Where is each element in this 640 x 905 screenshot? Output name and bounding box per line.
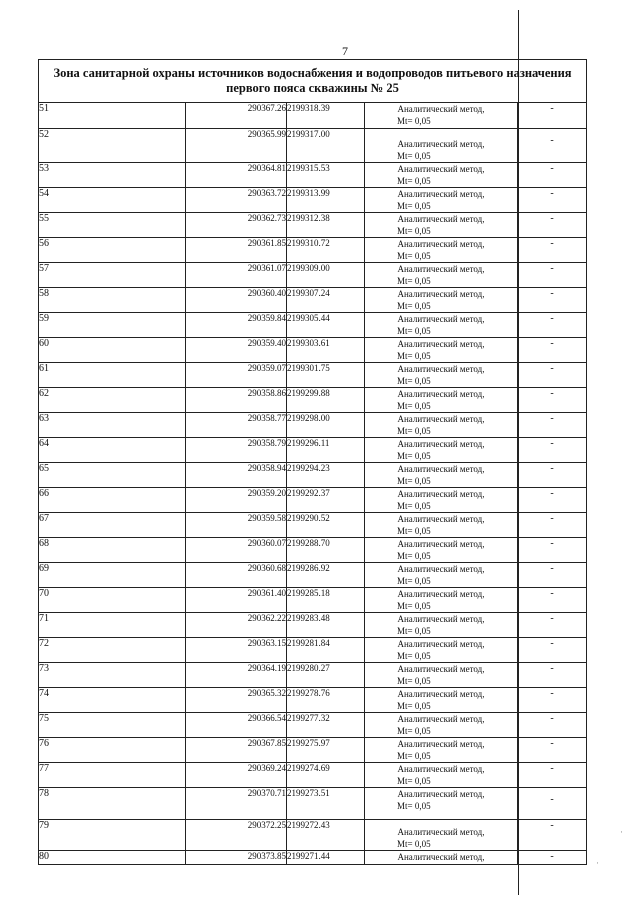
x-coordinate-cell: 290358.86 xyxy=(186,388,287,413)
table-row xyxy=(39,129,587,163)
accuracy-cell: - xyxy=(518,438,587,463)
x-coordinate-cell: 290373.85 xyxy=(186,851,287,865)
error-value: Mt= 0,05 xyxy=(397,176,431,186)
method-label: Аналитический метод, xyxy=(397,314,485,324)
method-cell xyxy=(365,188,518,213)
error-value: Mt= 0,05 xyxy=(397,751,431,761)
y-coordinate-cell: 2199294.23 xyxy=(287,463,365,488)
method-cell xyxy=(365,513,518,538)
method-label: Аналитический метод, xyxy=(397,539,485,549)
y-coordinate-cell: 2199271.44 xyxy=(287,851,365,865)
method-cell xyxy=(365,163,518,188)
table-body xyxy=(39,103,587,865)
method-cell xyxy=(365,388,518,413)
page-number: 7 xyxy=(342,44,348,58)
x-coordinate-cell: 290362.73 xyxy=(186,213,287,238)
y-coordinate-cell: 2199285.18 xyxy=(287,588,365,613)
method-cell xyxy=(365,851,518,865)
point-number-cell: 66 xyxy=(39,488,186,513)
accuracy-cell: - xyxy=(518,238,587,263)
table-row xyxy=(39,188,587,213)
table-row xyxy=(39,638,587,663)
point-number-cell: 68 xyxy=(39,538,186,563)
accuracy-cell: - xyxy=(518,588,587,613)
y-coordinate-cell: 2199310.72 xyxy=(287,238,365,263)
y-coordinate-cell: 2199286.92 xyxy=(287,563,365,588)
error-value: Mt= 0,05 xyxy=(397,576,431,586)
method-label: Аналитический метод, xyxy=(397,827,485,837)
x-coordinate-cell: 290369.24 xyxy=(186,763,287,788)
method-cell xyxy=(365,413,518,438)
x-coordinate-cell: 290360.40 xyxy=(186,288,287,313)
table-row xyxy=(39,788,587,820)
y-coordinate-cell: 2199313.99 xyxy=(287,188,365,213)
accuracy-cell: - xyxy=(518,763,587,788)
accuracy-cell: - xyxy=(518,313,587,338)
accuracy-cell: - xyxy=(518,638,587,663)
y-coordinate-cell: 2199288.70 xyxy=(287,538,365,563)
accuracy-cell: - xyxy=(518,513,587,538)
x-coordinate-cell: 290364.81 xyxy=(186,163,287,188)
x-coordinate-cell: 290364.19 xyxy=(186,663,287,688)
accuracy-cell: - xyxy=(518,263,587,288)
x-coordinate-cell: 290359.84 xyxy=(186,313,287,338)
point-number-cell: 79 xyxy=(39,820,186,851)
method-label: Аналитический метод, xyxy=(397,189,485,199)
y-coordinate-cell: 2199272.43 xyxy=(287,820,365,851)
method-label: Аналитический метод, xyxy=(397,214,485,224)
error-value: Mt= 0,05 xyxy=(397,676,431,686)
accuracy-cell: - xyxy=(518,820,587,851)
x-coordinate-cell: 290362.22 xyxy=(186,613,287,638)
table-row xyxy=(39,588,587,613)
error-value: Mt= 0,05 xyxy=(397,401,431,411)
point-number-cell: 78 xyxy=(39,788,186,820)
point-number-cell: 64 xyxy=(39,438,186,463)
table-title: Зона санитарной охраны источников водоснабжения и водопроводов питьевого назначения первого пояса скважины № 25 xyxy=(39,60,587,103)
point-number-cell: 52 xyxy=(39,129,186,163)
method-label: Аналитический метод, xyxy=(397,389,485,399)
method-label: Аналитический метод, xyxy=(397,139,485,149)
point-number-cell: 58 xyxy=(39,288,186,313)
x-coordinate-cell: 290359.58 xyxy=(186,513,287,538)
method-label: Аналитический метод, xyxy=(397,439,485,449)
x-coordinate-cell: 290366.54 xyxy=(186,713,287,738)
method-cell xyxy=(365,588,518,613)
error-value: Mt= 0,05 xyxy=(397,376,431,386)
accuracy-cell: - xyxy=(518,563,587,588)
accuracy-cell: - xyxy=(518,663,587,688)
error-value: Mt= 0,05 xyxy=(397,116,431,126)
table-row xyxy=(39,763,587,788)
error-value: Mt= 0,05 xyxy=(397,151,431,161)
table-row xyxy=(39,851,587,865)
point-number-cell: 65 xyxy=(39,463,186,488)
error-value: Mt= 0,05 xyxy=(397,601,431,611)
accuracy-cell: - xyxy=(518,163,587,188)
x-coordinate-cell: 290361.85 xyxy=(186,238,287,263)
method-cell xyxy=(365,563,518,588)
method-cell xyxy=(365,438,518,463)
y-coordinate-cell: 2199309.00 xyxy=(287,263,365,288)
accuracy-cell: - xyxy=(518,338,587,363)
method-label: Аналитический метод, xyxy=(397,514,485,524)
table-row xyxy=(39,820,587,851)
x-coordinate-cell: 290370.71 xyxy=(186,788,287,820)
scan-speck: · xyxy=(620,827,623,837)
table-header-row xyxy=(39,60,587,103)
y-coordinate-cell: 2199305.44 xyxy=(287,313,365,338)
method-label: Аналитический метод, xyxy=(397,489,485,499)
accuracy-cell: - xyxy=(518,463,587,488)
error-value: Mt= 0,05 xyxy=(397,301,431,311)
x-coordinate-cell: 290361.07 xyxy=(186,263,287,288)
y-coordinate-cell: 2199283.48 xyxy=(287,613,365,638)
error-value: Mt= 0,05 xyxy=(397,501,431,511)
y-coordinate-cell: 2199292.37 xyxy=(287,488,365,513)
table-row xyxy=(39,363,587,388)
method-label: Аналитический метод, xyxy=(397,264,485,274)
table-row xyxy=(39,413,587,438)
accuracy-cell: - xyxy=(518,129,587,163)
error-value: Mt= 0,05 xyxy=(397,251,431,261)
method-cell xyxy=(365,129,518,163)
point-number-cell: 54 xyxy=(39,188,186,213)
y-coordinate-cell: 2199317.00 xyxy=(287,129,365,163)
point-number-cell: 55 xyxy=(39,213,186,238)
method-cell xyxy=(365,238,518,263)
method-label: Аналитический метод, xyxy=(397,464,485,474)
method-cell xyxy=(365,488,518,513)
method-label: Аналитический метод, xyxy=(397,289,485,299)
method-label: Аналитический метод, xyxy=(397,564,485,574)
method-cell xyxy=(365,763,518,788)
table-row xyxy=(39,263,587,288)
method-cell xyxy=(365,263,518,288)
accuracy-cell: - xyxy=(518,363,587,388)
point-number-cell: 75 xyxy=(39,713,186,738)
point-number-cell: 51 xyxy=(39,103,186,129)
method-label: Аналитический метод, xyxy=(397,589,485,599)
error-value: Mt= 0,05 xyxy=(397,476,431,486)
point-number-cell: 77 xyxy=(39,763,186,788)
method-cell xyxy=(365,363,518,388)
table-row xyxy=(39,513,587,538)
point-number-cell: 70 xyxy=(39,588,186,613)
method-label: Аналитический метод, xyxy=(397,664,485,674)
method-label: Аналитический метод, xyxy=(397,239,485,249)
table-row xyxy=(39,238,587,263)
y-coordinate-cell: 2199315.53 xyxy=(287,163,365,188)
y-coordinate-cell: 2199312.38 xyxy=(287,213,365,238)
table-row xyxy=(39,103,587,129)
method-cell xyxy=(365,713,518,738)
x-coordinate-cell: 290359.40 xyxy=(186,338,287,363)
table-row xyxy=(39,613,587,638)
table-row xyxy=(39,388,587,413)
error-value: Mt= 0,05 xyxy=(397,776,431,786)
x-coordinate-cell: 290359.20 xyxy=(186,488,287,513)
error-value: Mt= 0,05 xyxy=(397,651,431,661)
error-value: Mt= 0,05 xyxy=(397,801,431,811)
method-label: Аналитический метод, xyxy=(397,764,485,774)
method-cell xyxy=(365,313,518,338)
method-cell xyxy=(365,288,518,313)
method-label: Аналитический метод, xyxy=(397,364,485,374)
error-value: Mt= 0,05 xyxy=(397,351,431,361)
error-value: Mt= 0,05 xyxy=(397,426,431,436)
accuracy-cell: - xyxy=(518,688,587,713)
accuracy-cell: - xyxy=(518,103,587,129)
error-value: Mt= 0,05 xyxy=(397,326,431,336)
y-coordinate-cell: 2199278.76 xyxy=(287,688,365,713)
method-cell xyxy=(365,788,518,820)
point-number-cell: 56 xyxy=(39,238,186,263)
table-row xyxy=(39,688,587,713)
point-number-cell: 63 xyxy=(39,413,186,438)
y-coordinate-cell: 2199301.75 xyxy=(287,363,365,388)
point-number-cell: 60 xyxy=(39,338,186,363)
error-value: Mt= 0,05 xyxy=(397,626,431,636)
table-row xyxy=(39,563,587,588)
x-coordinate-cell: 290359.07 xyxy=(186,363,287,388)
y-coordinate-cell: 2199298.00 xyxy=(287,413,365,438)
table-row xyxy=(39,213,587,238)
method-label: Аналитический метод, xyxy=(397,852,485,862)
method-cell xyxy=(365,820,518,851)
point-number-cell: 76 xyxy=(39,738,186,763)
method-cell xyxy=(365,663,518,688)
table-row xyxy=(39,163,587,188)
table-row xyxy=(39,488,587,513)
error-value: Mt= 0,05 xyxy=(397,839,431,849)
y-coordinate-cell: 2199296.11 xyxy=(287,438,365,463)
accuracy-cell: - xyxy=(518,288,587,313)
y-coordinate-cell: 2199281.84 xyxy=(287,638,365,663)
accuracy-cell: - xyxy=(518,538,587,563)
error-value: Mt= 0,05 xyxy=(397,451,431,461)
x-coordinate-cell: 290372.25 xyxy=(186,820,287,851)
error-value: Mt= 0,05 xyxy=(397,551,431,561)
x-coordinate-cell: 290363.72 xyxy=(186,188,287,213)
accuracy-cell: - xyxy=(518,851,587,865)
table-row xyxy=(39,463,587,488)
table-row xyxy=(39,313,587,338)
accuracy-cell: - xyxy=(518,713,587,738)
x-coordinate-cell: 290358.79 xyxy=(186,438,287,463)
y-coordinate-cell: 2199280.27 xyxy=(287,663,365,688)
error-value: Mt= 0,05 xyxy=(397,701,431,711)
method-label: Аналитический метод, xyxy=(397,789,485,799)
y-coordinate-cell: 2199273.51 xyxy=(287,788,365,820)
x-coordinate-cell: 290360.68 xyxy=(186,563,287,588)
error-value: Mt= 0,05 xyxy=(397,276,431,286)
error-value: Mt= 0,05 xyxy=(397,726,431,736)
table-row xyxy=(39,338,587,363)
accuracy-cell: - xyxy=(518,488,587,513)
method-cell xyxy=(365,103,518,129)
error-value: Mt= 0,05 xyxy=(397,526,431,536)
point-number-cell: 59 xyxy=(39,313,186,338)
table-row xyxy=(39,538,587,563)
y-coordinate-cell: 2199275.97 xyxy=(287,738,365,763)
accuracy-cell: - xyxy=(518,738,587,763)
method-cell xyxy=(365,463,518,488)
x-coordinate-cell: 290365.99 xyxy=(186,129,287,163)
x-coordinate-cell: 290358.77 xyxy=(186,413,287,438)
method-label: Аналитический метод, xyxy=(397,339,485,349)
point-number-cell: 72 xyxy=(39,638,186,663)
table-row xyxy=(39,663,587,688)
accuracy-cell: - xyxy=(518,613,587,638)
y-coordinate-cell: 2199277.32 xyxy=(287,713,365,738)
method-label: Аналитический метод, xyxy=(397,414,485,424)
x-coordinate-cell: 290358.94 xyxy=(186,463,287,488)
error-value: Mt= 0,05 xyxy=(397,226,431,236)
method-label: Аналитический метод, xyxy=(397,614,485,624)
table-row xyxy=(39,438,587,463)
y-coordinate-cell: 2199303.61 xyxy=(287,338,365,363)
x-coordinate-cell: 290361.40 xyxy=(186,588,287,613)
method-label: Аналитический метод, xyxy=(397,714,485,724)
y-coordinate-cell: 2199274.69 xyxy=(287,763,365,788)
method-cell xyxy=(365,738,518,763)
coordinates-table xyxy=(38,59,587,865)
point-number-cell: 80 xyxy=(39,851,186,865)
method-cell xyxy=(365,613,518,638)
x-coordinate-cell: 290360.07 xyxy=(186,538,287,563)
method-cell xyxy=(365,638,518,663)
y-coordinate-cell: 2199307.24 xyxy=(287,288,365,313)
point-number-cell: 57 xyxy=(39,263,186,288)
accuracy-cell: - xyxy=(518,213,587,238)
method-label: Аналитический метод, xyxy=(397,104,485,114)
method-label: Аналитический метод, xyxy=(397,639,485,649)
method-cell xyxy=(365,538,518,563)
y-coordinate-cell: 2199290.52 xyxy=(287,513,365,538)
x-coordinate-cell: 290365.32 xyxy=(186,688,287,713)
table-row xyxy=(39,738,587,763)
point-number-cell: 67 xyxy=(39,513,186,538)
point-number-cell: 53 xyxy=(39,163,186,188)
accuracy-cell: - xyxy=(518,788,587,820)
x-coordinate-cell: 290367.85 xyxy=(186,738,287,763)
point-number-cell: 74 xyxy=(39,688,186,713)
table-row xyxy=(39,713,587,738)
point-number-cell: 61 xyxy=(39,363,186,388)
x-coordinate-cell: 290367.26 xyxy=(186,103,287,129)
method-cell xyxy=(365,338,518,363)
accuracy-cell: - xyxy=(518,388,587,413)
method-cell xyxy=(365,688,518,713)
point-number-cell: 69 xyxy=(39,563,186,588)
scan-speck: · xyxy=(596,858,599,868)
method-label: Аналитический метод, xyxy=(397,739,485,749)
x-coordinate-cell: 290363.15 xyxy=(186,638,287,663)
y-coordinate-cell: 2199318.39 xyxy=(287,103,365,129)
method-label: Аналитический метод, xyxy=(397,164,485,174)
error-value: Mt= 0,05 xyxy=(397,201,431,211)
table-row xyxy=(39,288,587,313)
point-number-cell: 73 xyxy=(39,663,186,688)
accuracy-cell: - xyxy=(518,413,587,438)
method-cell xyxy=(365,213,518,238)
method-label: Аналитический метод, xyxy=(397,689,485,699)
point-number-cell: 62 xyxy=(39,388,186,413)
point-number-cell: 71 xyxy=(39,613,186,638)
y-coordinate-cell: 2199299.88 xyxy=(287,388,365,413)
accuracy-cell: - xyxy=(518,188,587,213)
